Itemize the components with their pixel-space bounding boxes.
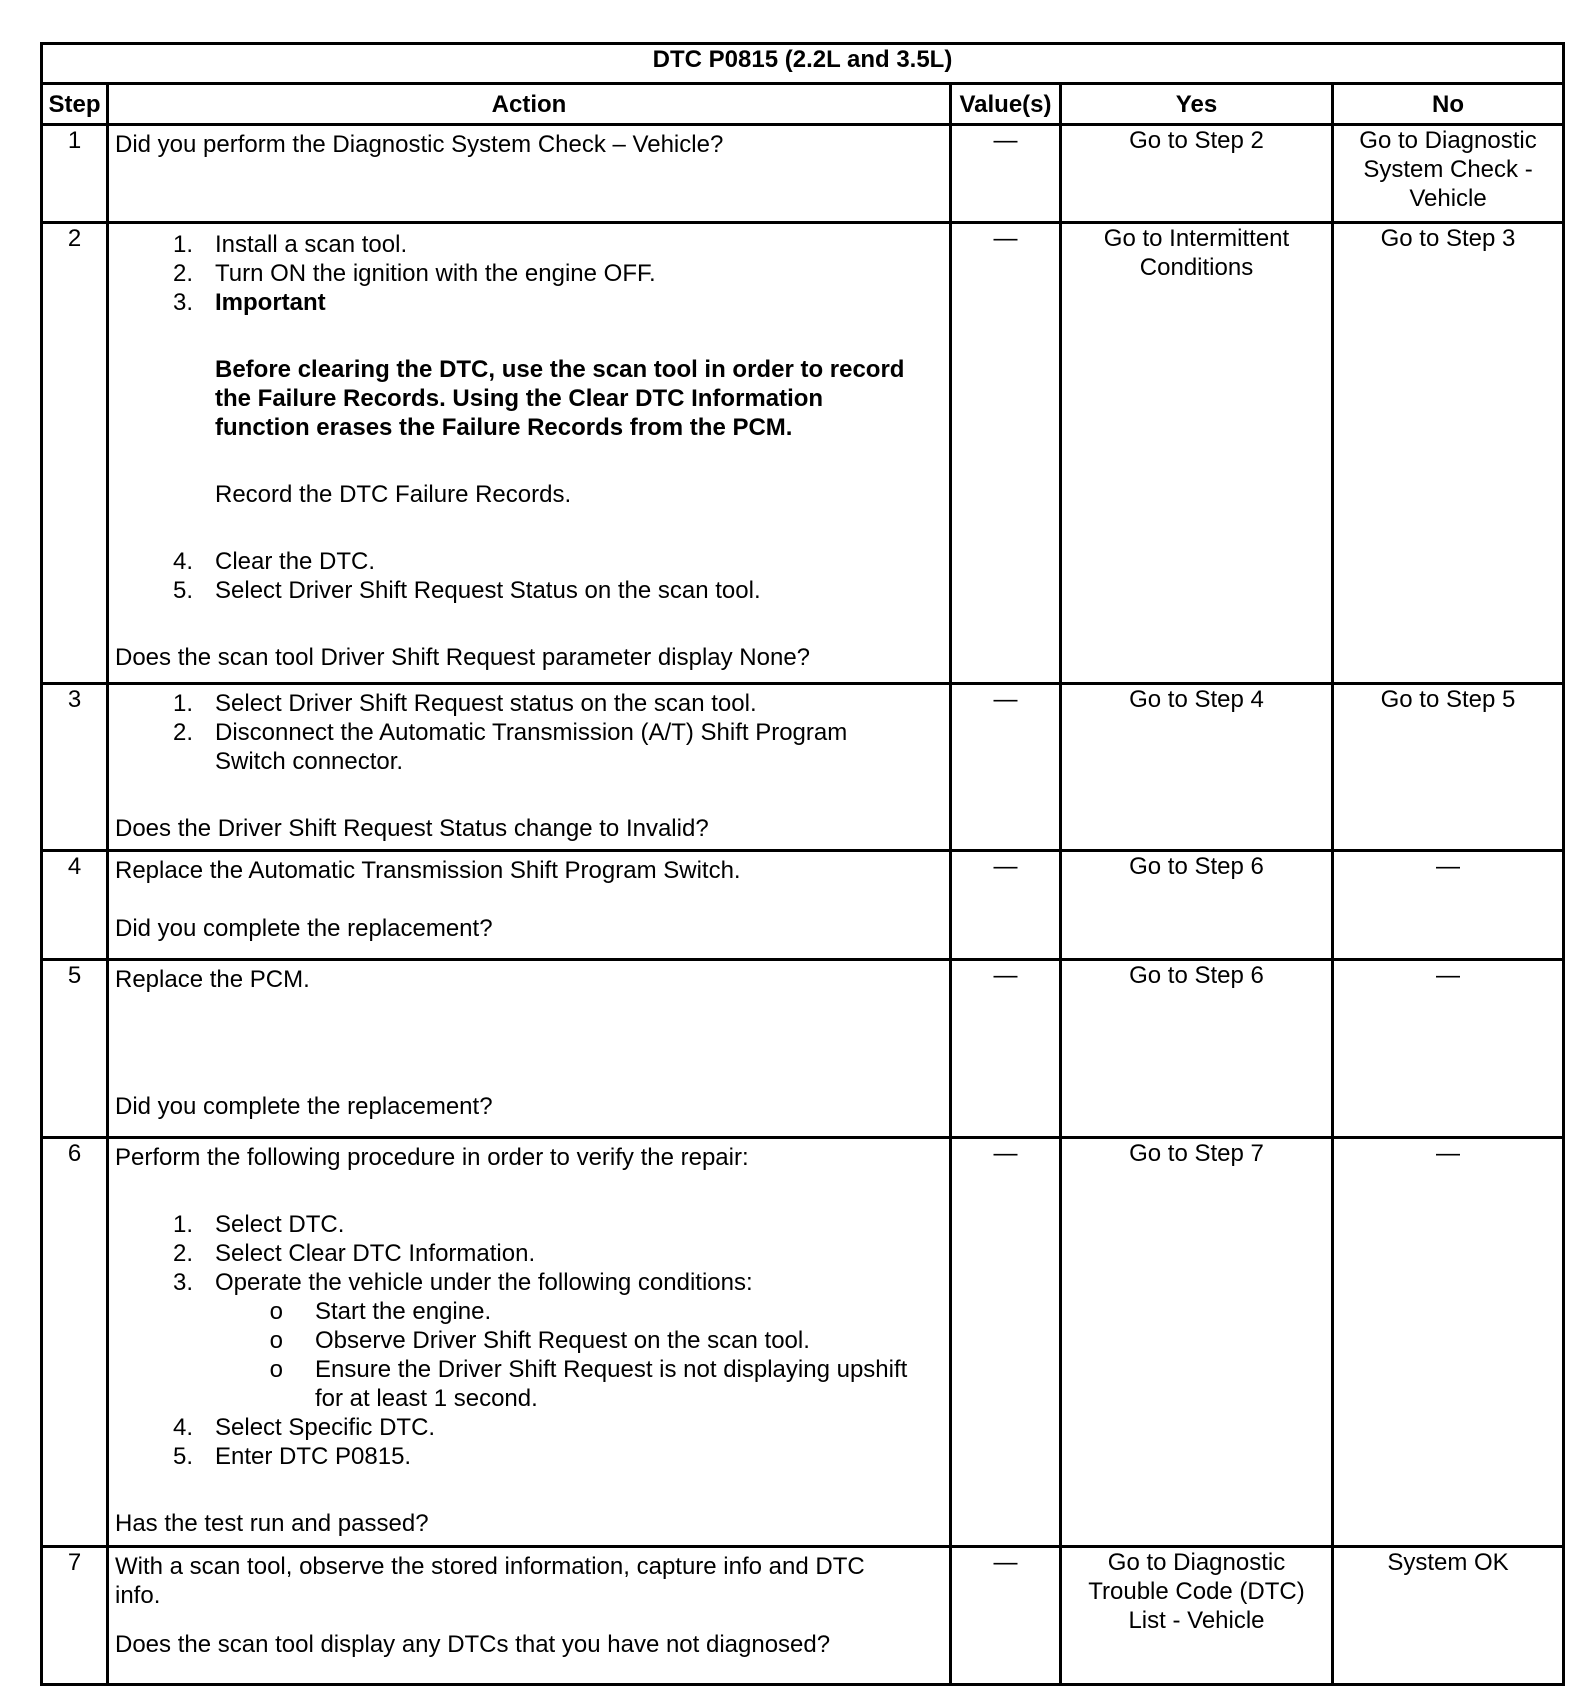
yes-cell: Go to Step 6 xyxy=(1061,851,1333,960)
action-question: Did you complete the replacement? xyxy=(115,915,493,942)
action-cell xyxy=(108,960,951,1138)
action-question: Has the test run and passed? xyxy=(115,1510,429,1537)
action-instruction: Replace the Automatic Transmission Shift Program Switch. xyxy=(115,857,741,884)
action-cell xyxy=(108,1547,951,1685)
action-cell xyxy=(108,125,951,223)
step-number: 7 xyxy=(42,1547,108,1685)
list-item: 1. Select Driver Shift Request status on the scan tool. xyxy=(172,690,757,717)
list-item: 5. Enter DTC P0815. xyxy=(172,1443,412,1470)
yes-cell: Go to Step 6 xyxy=(1061,960,1333,1138)
step-number: 5 xyxy=(42,960,108,1138)
table-row xyxy=(42,1547,1564,1685)
list-item: 4. Clear the DTC. xyxy=(172,548,376,575)
no-cell: — xyxy=(1333,960,1564,1138)
table-row xyxy=(42,1138,1564,1547)
action-intro: Perform the following procedure in order to verify the repair: xyxy=(115,1144,749,1171)
table-row xyxy=(42,223,1564,684)
list-item: 3. Important xyxy=(172,289,326,316)
no-cell: — xyxy=(1333,1138,1564,1547)
value-cell: — xyxy=(951,125,1061,223)
value-cell: — xyxy=(951,1547,1061,1685)
list-item: 2. Turn ON the ignition with the engine OFF. xyxy=(172,260,656,287)
no-cell: Go to Step 5 xyxy=(1333,684,1564,851)
bullet-item: o Ensure the Driver Shift Request is not displaying upshift for at least 1 second. xyxy=(269,1356,908,1412)
action-cell xyxy=(108,684,951,851)
list-item: 2. Disconnect the Automatic Transmission (A/T) Shift Program Switch connector. xyxy=(172,719,848,775)
value-cell: — xyxy=(951,223,1061,684)
value-cell: — xyxy=(951,684,1061,851)
step-number: 4 xyxy=(42,851,108,960)
dtc-table xyxy=(40,42,1565,1686)
important-note: Before clearing the DTC, use the scan tool in order to record the Failure Records. Using the Clear DTC Information function erases the Failure Records from the PCM. xyxy=(215,356,905,441)
list-item: 2. Select Clear DTC Information. xyxy=(172,1240,536,1267)
no-cell: Go to Diagnostic System Check - Vehicle xyxy=(1333,125,1564,223)
action-question: Did you perform the Diagnostic System Check – Vehicle? xyxy=(115,131,724,158)
list-item: 4. Select Specific DTC. xyxy=(172,1414,436,1441)
yes-cell: Go to Step 4 xyxy=(1061,684,1333,851)
list-item: 3. Operate the vehicle under the following conditions: xyxy=(172,1269,753,1296)
list-item: 1. Install a scan tool. xyxy=(172,231,408,258)
no-cell: Go to Step 3 xyxy=(1333,223,1564,684)
yes-cell: Go to Diagnostic Trouble Code (DTC) List - Vehicle xyxy=(1061,1547,1333,1685)
action-cell xyxy=(108,851,951,960)
yes-cell: Go to Step 7 xyxy=(1061,1138,1333,1547)
step-number: 3 xyxy=(42,684,108,851)
step-number: 6 xyxy=(42,1138,108,1547)
header-yes: Yes xyxy=(1061,84,1333,125)
header-no: No xyxy=(1333,84,1564,125)
action-instruction: With a scan tool, observe the stored information, capture info and DTC info. xyxy=(115,1553,865,1609)
header-values: Value(s) xyxy=(951,84,1061,125)
header-step: Step xyxy=(42,84,108,125)
value-cell: — xyxy=(951,1138,1061,1547)
action-question: Does the Driver Shift Request Status change to Invalid? xyxy=(115,815,709,842)
table-row xyxy=(42,125,1564,223)
step-number: 1 xyxy=(42,125,108,223)
no-cell: — xyxy=(1333,851,1564,960)
bullet-item: o Observe Driver Shift Request on the scan tool. xyxy=(269,1327,810,1354)
yes-cell: Go to Intermittent Conditions xyxy=(1061,223,1333,684)
action-question: Does the scan tool Driver Shift Request parameter display None? xyxy=(115,644,811,671)
step-number: 2 xyxy=(42,223,108,684)
list-item: 5. Select Driver Shift Request Status on the scan tool. xyxy=(172,577,761,604)
yes-cell: Go to Step 2 xyxy=(1061,125,1333,223)
value-cell: — xyxy=(951,960,1061,1138)
action-question: Does the scan tool display any DTCs that you have not diagnosed? xyxy=(115,1631,831,1658)
action-cell xyxy=(108,223,951,684)
table-title: DTC P0815 (2.2L and 3.5L) xyxy=(42,44,1564,84)
bullet-item: o Start the engine. xyxy=(269,1298,492,1325)
list-item: 1. Select DTC. xyxy=(172,1211,345,1238)
action-cell xyxy=(108,1138,951,1547)
value-cell: — xyxy=(951,851,1061,960)
table-row xyxy=(42,851,1564,960)
record-note: Record the DTC Failure Records. xyxy=(215,481,572,508)
table-row xyxy=(42,960,1564,1138)
action-instruction: Replace the PCM. xyxy=(115,966,310,993)
table-row xyxy=(42,684,1564,851)
header-action: Action xyxy=(108,84,951,125)
action-question: Did you complete the replacement? xyxy=(115,1093,493,1120)
no-cell: System OK xyxy=(1333,1547,1564,1685)
